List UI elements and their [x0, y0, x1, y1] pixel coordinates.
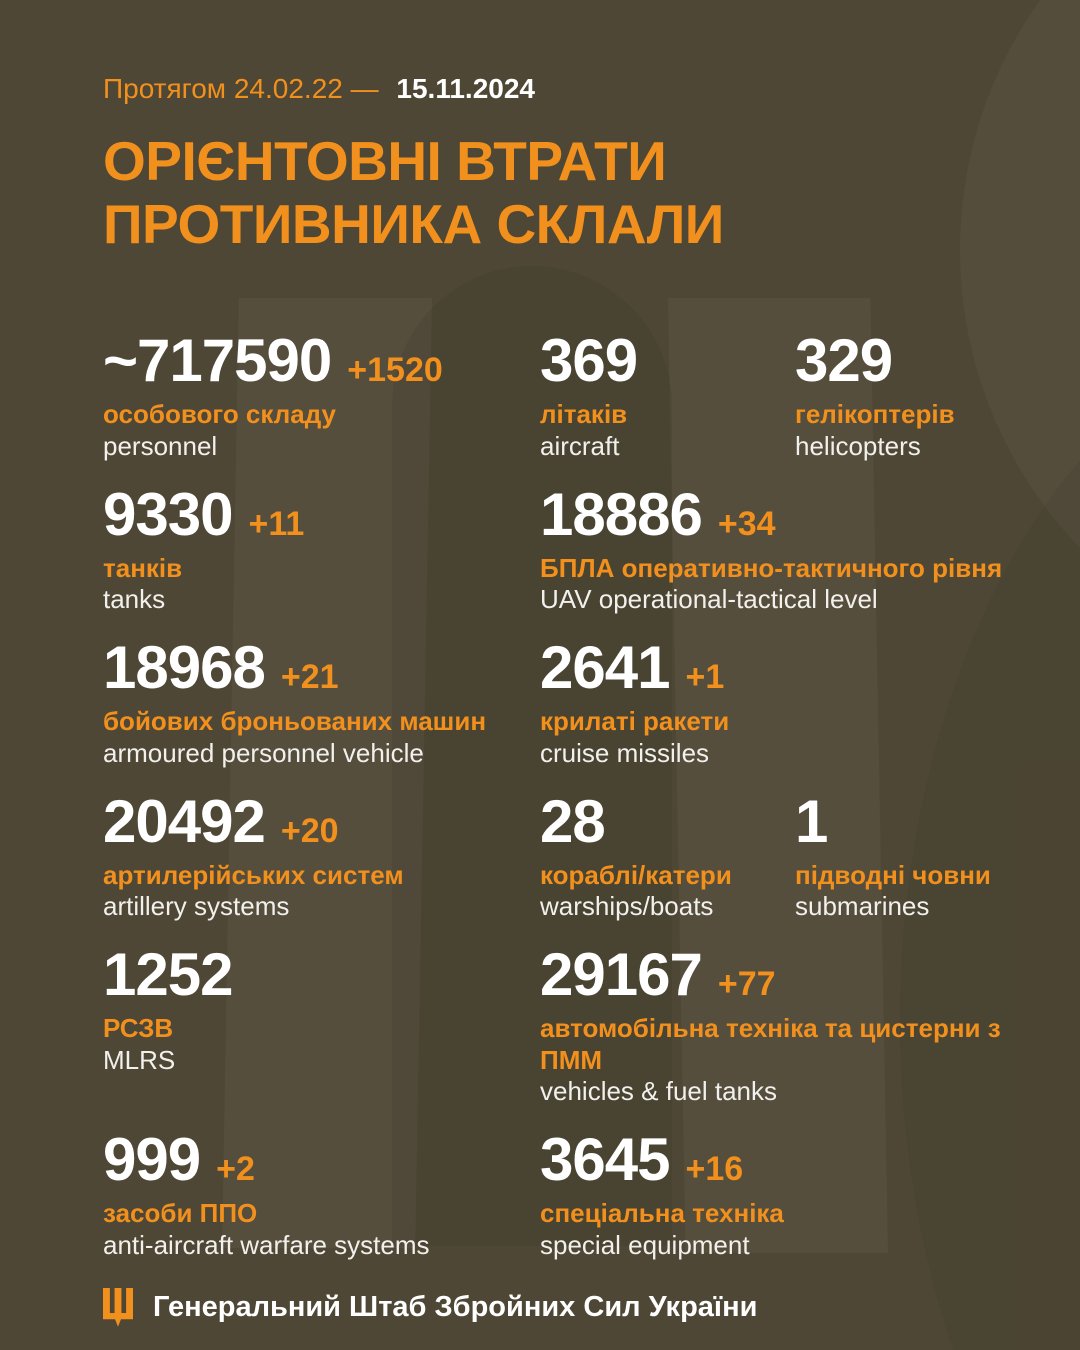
stat-delta: +1 [685, 658, 725, 697]
stat-personnel [103, 327, 540, 462]
stat-value: 369 [540, 327, 638, 395]
stat-value: 18886 [540, 480, 702, 548]
stat-label-uk: засоби ППО [103, 1198, 258, 1229]
stat-delta: +77 [717, 964, 776, 1003]
stat-label-uk: танків [103, 552, 183, 583]
trident-icon [103, 1288, 133, 1328]
stat-label-uk: кораблі/катери [540, 859, 732, 890]
title-line-1: ОРІЄНТОВНІ ВТРАТИ [103, 129, 667, 192]
stat-label-uk: особового складу [103, 399, 336, 430]
stat-delta: +1520 [347, 351, 443, 390]
stat-label-uk: артилерійських систем [103, 859, 404, 890]
stat-label-en: armoured personnel vehicle [103, 737, 424, 768]
stat-delta: +34 [717, 504, 776, 543]
stats-row-1 [103, 327, 1044, 462]
stat-label-en: helicopters [795, 430, 921, 461]
stat-delta: +2 [216, 1150, 255, 1189]
stat-value: 1 [795, 787, 828, 855]
stat-value: 20492 [103, 787, 265, 855]
stat-delta: +11 [248, 504, 305, 543]
stat-label-en: personnel [103, 430, 218, 461]
stat-value: 999 [103, 1126, 201, 1194]
stat-label-uk: гелікоптерів [795, 399, 955, 430]
report-date: 15.11.2024 [396, 73, 535, 104]
title-line-2: ПРОТИВНИКА СКЛАЛИ [103, 193, 724, 256]
stat-label-en: special equipment [540, 1229, 750, 1260]
stat-label-en: submarines [795, 891, 930, 922]
stat-helicopters [795, 327, 1044, 462]
stat-label-en: cruise missiles [540, 737, 710, 768]
stat-submarines [795, 787, 1044, 923]
stat-delta: +20 [280, 811, 339, 850]
stat-value: 329 [795, 327, 893, 395]
stat-value: 29167 [540, 940, 702, 1008]
stat-mlrs [103, 940, 540, 1108]
stat-aircraft [540, 327, 795, 462]
stats-row-5 [103, 940, 1044, 1108]
stat-label-en: aircraft [540, 430, 620, 461]
stat-label-en: warships/boats [540, 891, 714, 922]
stat-value: 9330 [103, 480, 233, 548]
stat-value: 1252 [103, 940, 233, 1008]
stat-armoured-vehicles [103, 634, 540, 769]
stat-anti-aircraft [103, 1126, 540, 1261]
stat-label-en: artillery systems [103, 891, 290, 922]
stat-tanks [103, 480, 540, 616]
stat-uav [540, 480, 1044, 616]
stat-value: 3645 [540, 1126, 670, 1194]
stat-label-en: UAV operational-tactical level [540, 584, 878, 615]
stat-value: 28 [540, 787, 605, 855]
stat-delta: +16 [685, 1150, 744, 1189]
stat-vehicles-fuel-tanks [540, 940, 1044, 1108]
stat-label-uk: літаків [540, 399, 628, 430]
stats-row-6 [103, 1126, 1044, 1261]
report-period [103, 72, 1044, 106]
stats-row-3 [103, 634, 1044, 769]
period-prefix: Протягом 24.02.22 — [103, 73, 379, 104]
stats-row-2 [103, 480, 1044, 616]
stat-label-en: vehicles & fuel tanks [540, 1076, 778, 1107]
stat-special-equipment [540, 1126, 1044, 1261]
stat-value: 2641 [540, 634, 670, 702]
stat-artillery [103, 787, 540, 923]
stat-label-en: MLRS [103, 1044, 176, 1075]
stat-warships [540, 787, 795, 923]
stats-row-4 [103, 787, 1044, 923]
stat-delta: +21 [280, 658, 339, 697]
stat-cruise-missiles [540, 634, 1044, 769]
stat-label-en: anti-aircraft warfare systems [103, 1229, 430, 1260]
organization-name: Генеральний Штаб Збройних Сил України [153, 1291, 758, 1324]
stat-value: 18968 [103, 634, 265, 702]
stat-label-uk: автомобільна техніка та цистерни з ПММ [540, 1012, 1001, 1075]
stat-value: ~717590 [103, 327, 332, 395]
stat-label-uk: крилаті ракети [540, 706, 730, 737]
stat-label-uk: підводні човни [795, 859, 991, 890]
page-title [103, 130, 1044, 258]
stat-label-uk: бойових броньованих машин [103, 706, 487, 737]
stat-label-uk: спеціальна техніка [540, 1198, 784, 1229]
stat-label-en: tanks [103, 584, 166, 615]
footer [103, 1288, 1044, 1328]
stat-label-uk: РСЗВ [103, 1012, 174, 1043]
stat-label-uk: БПЛА оперативно-тактичного рівня [540, 552, 1003, 583]
